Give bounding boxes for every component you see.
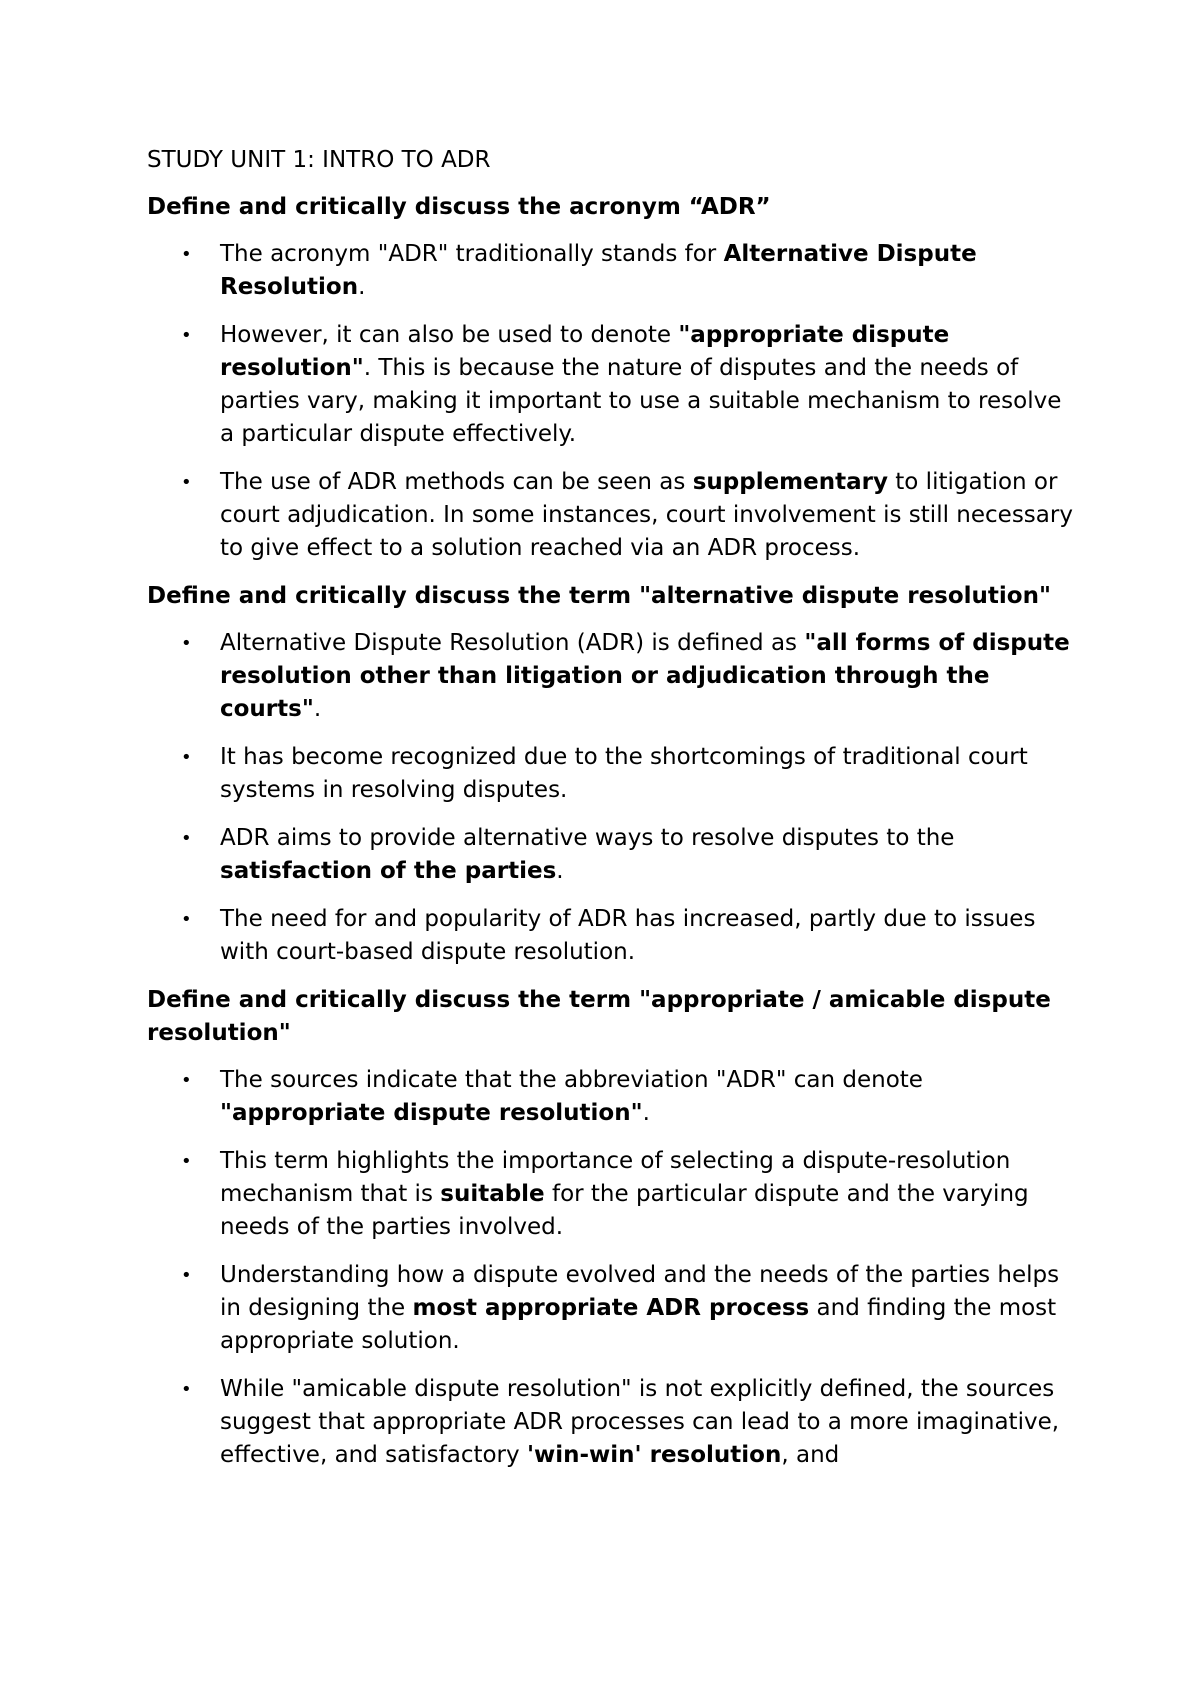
bullet-icon: • (181, 909, 192, 930)
bullet-list (147, 627, 1077, 969)
bold-text: "appropriate dispute resolution" (220, 1100, 643, 1126)
bullet-icon: • (181, 1151, 192, 1172)
text: However, it can also be used to denote (220, 322, 679, 348)
bold-text: "all forms of dispute resolution other than litigation or adjudication through the courts" (220, 630, 1070, 722)
bold-text: 'win-win' resolution (526, 1442, 782, 1468)
text: for the particular dispute and the varying needs of the parties involved. (220, 1181, 1029, 1240)
list-item (147, 741, 1077, 807)
list-item (147, 1064, 1077, 1130)
bold-text: supplementary (692, 469, 888, 495)
text: The use of ADR methods can be seen as (220, 469, 693, 495)
list-item (147, 1373, 1077, 1472)
bullet-icon: • (181, 1265, 192, 1286)
list-item (147, 1259, 1077, 1358)
bullet-icon: • (181, 244, 192, 265)
bullet-icon: • (181, 747, 192, 768)
list-item (147, 238, 1077, 304)
bullet-list (147, 1064, 1077, 1472)
text: . (556, 858, 564, 884)
text: and finding the most appropriate solution. (220, 1295, 1057, 1354)
bold-text: "appropriate dispute resolution" (220, 322, 950, 381)
list-item (147, 319, 1077, 451)
document-body (147, 191, 1077, 1472)
text: . This is because the nature of disputes and the needs of parties vary, making it important to use a suitable mechanism to resolve a particular dispute effectively. (220, 355, 1062, 447)
bullet-icon: • (181, 325, 192, 346)
section-heading: Define and critically discuss the term "alternative dispute resolution" (147, 583, 1051, 609)
list-item (147, 627, 1077, 726)
bold-text: satisfaction of the parties (220, 858, 557, 884)
list-item (147, 1145, 1077, 1244)
text: . (313, 696, 322, 722)
text: to litigation or court adjudication. In some instances, court involvement is still necessary to give effect to a solution reached via an ADR process. (220, 469, 1073, 561)
section-heading: Define and critically discuss the term "appropriate / amicable dispute resolution" (147, 987, 1051, 1046)
text: Alternative Dispute Resolution (ADR) is defined as (220, 630, 805, 656)
text: It has become recognized due to the shortcomings of traditional court systems in resolving disputes. (220, 744, 1028, 803)
list-item (147, 903, 1077, 969)
text: The sources indicate that the abbreviation "ADR" can denote (220, 1067, 923, 1093)
text: , and (781, 1442, 840, 1468)
bold-text: Alternative Dispute Resolution (220, 241, 977, 300)
bullet-icon: • (181, 472, 192, 493)
text: This term highlights the importance of selecting a dispute-resolution mechanism that is (220, 1148, 1011, 1207)
bullet-icon: • (181, 633, 192, 654)
bullet-icon: • (181, 1379, 192, 1400)
bullet-icon: • (181, 828, 192, 849)
document-page (147, 144, 1077, 1487)
bold-text: most appropriate ADR process (412, 1295, 810, 1321)
bold-text: suitable (440, 1181, 545, 1207)
section-heading: Define and critically discuss the acronym “ADR” (147, 194, 771, 220)
text: The need for and popularity of ADR has increased, partly due to issues with court-based dispute resolution. (220, 906, 1036, 965)
text: . (358, 274, 366, 300)
list-item (147, 466, 1077, 565)
bullet-icon: • (181, 1070, 192, 1091)
text: Understanding how a dispute evolved and the needs of the parties helps in designing the (220, 1262, 1060, 1321)
unit-title: STUDY UNIT 1: INTRO TO ADR (147, 147, 491, 173)
list-item (147, 822, 1077, 888)
text: . (642, 1100, 650, 1126)
text: ADR aims to provide alternative ways to resolve disputes to the (220, 825, 955, 851)
text: While "amicable dispute resolution" is not explicitly defined, the sources suggest that appropriate ADR processes can lead to a more imaginative, effective, and satisfactory (220, 1376, 1060, 1468)
bullet-list (147, 238, 1077, 565)
text: The acronym "ADR" traditionally stands for (220, 241, 724, 267)
